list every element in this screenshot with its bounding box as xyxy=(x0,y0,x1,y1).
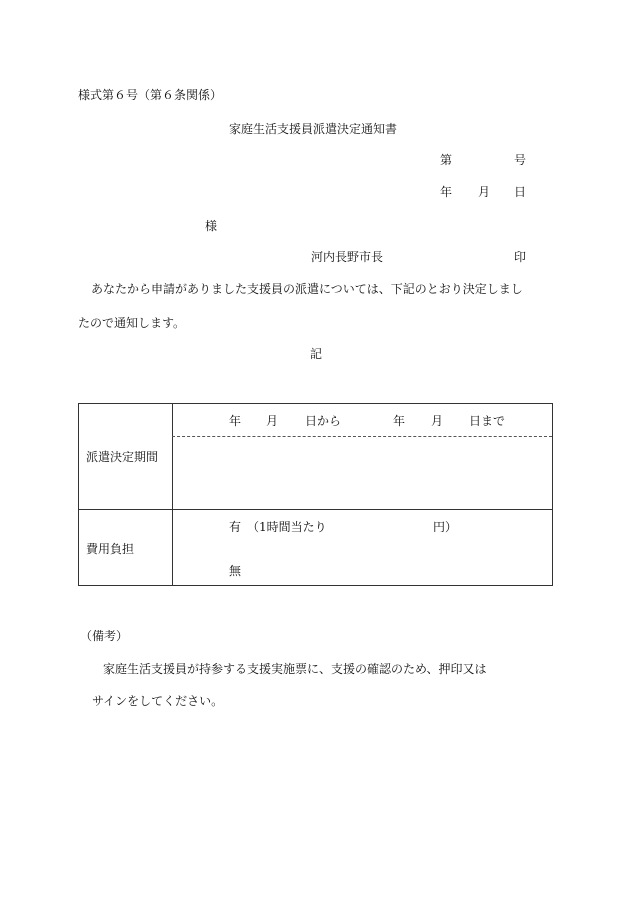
cost-label: 費用負担 xyxy=(86,542,135,556)
form-number: 様式第６号（第６条関係） xyxy=(78,88,223,102)
table-divider-horizontal xyxy=(79,509,552,510)
date-month: 月 xyxy=(478,185,491,199)
body-line-1: あなたから申請がありました支援員の派遣については、下記のとおり決定しまし xyxy=(91,282,523,296)
seal-mark: 印 xyxy=(514,250,527,264)
cost-no: 無 xyxy=(229,564,242,578)
remarks-line-2: サインをしてください。 xyxy=(92,694,224,708)
period-to-year: 年 xyxy=(393,414,406,428)
issuer: 河内長野市長 xyxy=(311,250,384,264)
body-line-2: たので通知します。 xyxy=(78,316,186,330)
cost-yes: 有 xyxy=(229,520,242,534)
remarks-line-1: 家庭生活支援員が持参する支援実施票に、支援の確認のため、押印又は xyxy=(103,662,487,676)
recipient-suffix: 様 xyxy=(205,219,218,233)
cost-yes-unit: 円） xyxy=(433,520,458,534)
date-day: 日 xyxy=(514,185,527,199)
period-from-month: 月 xyxy=(266,414,279,428)
period-to-month: 月 xyxy=(431,414,444,428)
doc-number-prefix: 第 xyxy=(440,153,453,167)
remarks-title: （備考） xyxy=(80,629,129,643)
cost-yes-detail: （1時間当たり xyxy=(247,520,327,534)
period-from-year: 年 xyxy=(229,414,242,428)
date-year: 年 xyxy=(440,185,453,199)
period-label: 派遣決定期間 xyxy=(86,450,159,464)
table-dashed-line xyxy=(172,436,552,437)
period-to-day: 日まで xyxy=(469,414,506,428)
decision-table xyxy=(78,403,553,586)
table-divider-vertical xyxy=(172,404,173,585)
doc-number-suffix: 号 xyxy=(514,153,527,167)
ki-heading: 記 xyxy=(310,347,323,361)
period-from-day: 日から xyxy=(305,414,342,428)
page-title: 家庭生活支援員派遣決定通知書 xyxy=(229,122,398,136)
